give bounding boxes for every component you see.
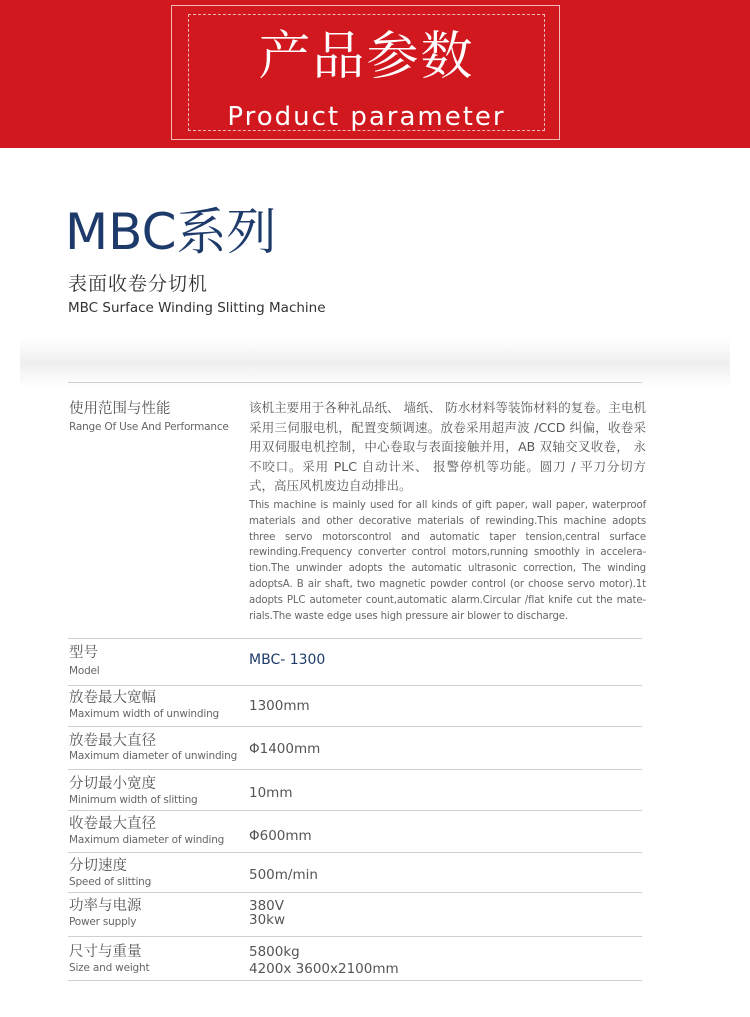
header-banner [0, 0, 750, 148]
spec-label-cn: 分切速度 [69, 858, 127, 874]
spec-value-model: MBC- 1300 [249, 652, 326, 668]
spec-label-en: Model [69, 665, 100, 677]
divider [68, 810, 642, 811]
spec-value: 1300mm [249, 698, 310, 714]
spec-value: 500m/min [249, 867, 318, 883]
banner-frame [171, 5, 560, 140]
spec-label-cn: 型号 [69, 645, 98, 661]
spec-label-cn: 放卷最大宽幅 [69, 690, 156, 706]
divider [68, 769, 642, 770]
banner-title-en: Product parameter [227, 102, 506, 132]
spec-label-cn: 收卷最大直径 [69, 816, 156, 832]
usage-label-cn: 使用范围与性能 [69, 401, 171, 417]
banner-dashed-frame [188, 14, 545, 131]
divider [68, 936, 642, 937]
banner-title-cn: 产品参数 [258, 27, 475, 87]
spec-value-secondary: 30kw [249, 912, 286, 928]
divider [68, 382, 642, 383]
spec-label-en: Maximum width of unwinding [69, 708, 219, 720]
divider [68, 685, 642, 686]
spec-label-en: Maximum diameter of unwinding [69, 750, 238, 762]
spec-label-cn: 尺寸与重量 [69, 944, 142, 960]
spec-label-en: Power supply [69, 916, 137, 928]
spec-label-en: Minimum width of slitting [69, 794, 198, 806]
spec-value: 5800kg [249, 944, 300, 960]
spec-label-cn: 功率与电源 [69, 898, 142, 914]
spec-label-en: Speed of slitting [69, 876, 152, 888]
divider [68, 726, 642, 727]
divider [68, 638, 642, 639]
spec-value: 10mm [249, 785, 293, 801]
decorative-glow [20, 338, 730, 388]
usage-description-cn: 该机主要用于各种礼品纸、 墙纸、 防水材料等装饰材料的复卷。主电机采用三伺服电机，配置变频调速。放卷采用超声波 /CCD 纠偏，收卷采用双伺服电机控制，中心卷取与表面接触并用，AB 双轴交叉收卷， 永不咬口。采用 PLC 自动计米、 报警停机等功能。圆刀 / 平刀分切方式，高压风机废边自动排出。 [249, 400, 646, 493]
spec-label-cn: 放卷最大直径 [69, 733, 156, 749]
product-name-en: MBC Surface Winding Slitting Machine [68, 300, 326, 316]
series-title: MBC系列 [65, 203, 277, 261]
spec-value: Φ1400mm [249, 741, 321, 757]
divider [68, 892, 642, 893]
divider [68, 980, 642, 981]
spec-value: 380V [249, 898, 285, 914]
spec-value: Φ600mm [249, 828, 312, 844]
spec-label-en: Maximum diameter of winding [69, 834, 225, 846]
divider [68, 852, 642, 853]
usage-label-en: Range Of Use And Performance [69, 421, 229, 433]
product-name-cn: 表面收卷分切机 [68, 273, 209, 295]
usage-description-en: This machine is mainly used for all kinds of gift paper, wall paper, waterproof materials and other decorative materials of rewinding.This machine adopts three servo motorscontrol and automatic taper tension,central surface rewinding.Frequency converter control motors,running smoothly in accelera-tion.The unwinder adopts the automatic ultrasonic correction, The winding adoptsA. B air shaft, two magnetic powder control (or choose servo motor).1t adopts PLC autometer count,automatic alarm.Circular /flat knife cut the mate-rials.The waste edge uses high pressure air blower to discharge. [249, 500, 646, 622]
spec-label-cn: 分切最小宽度 [69, 776, 156, 792]
spec-value-secondary: 4200x 3600x2100mm [249, 961, 399, 977]
spec-label-en: Size and weight [69, 962, 150, 974]
